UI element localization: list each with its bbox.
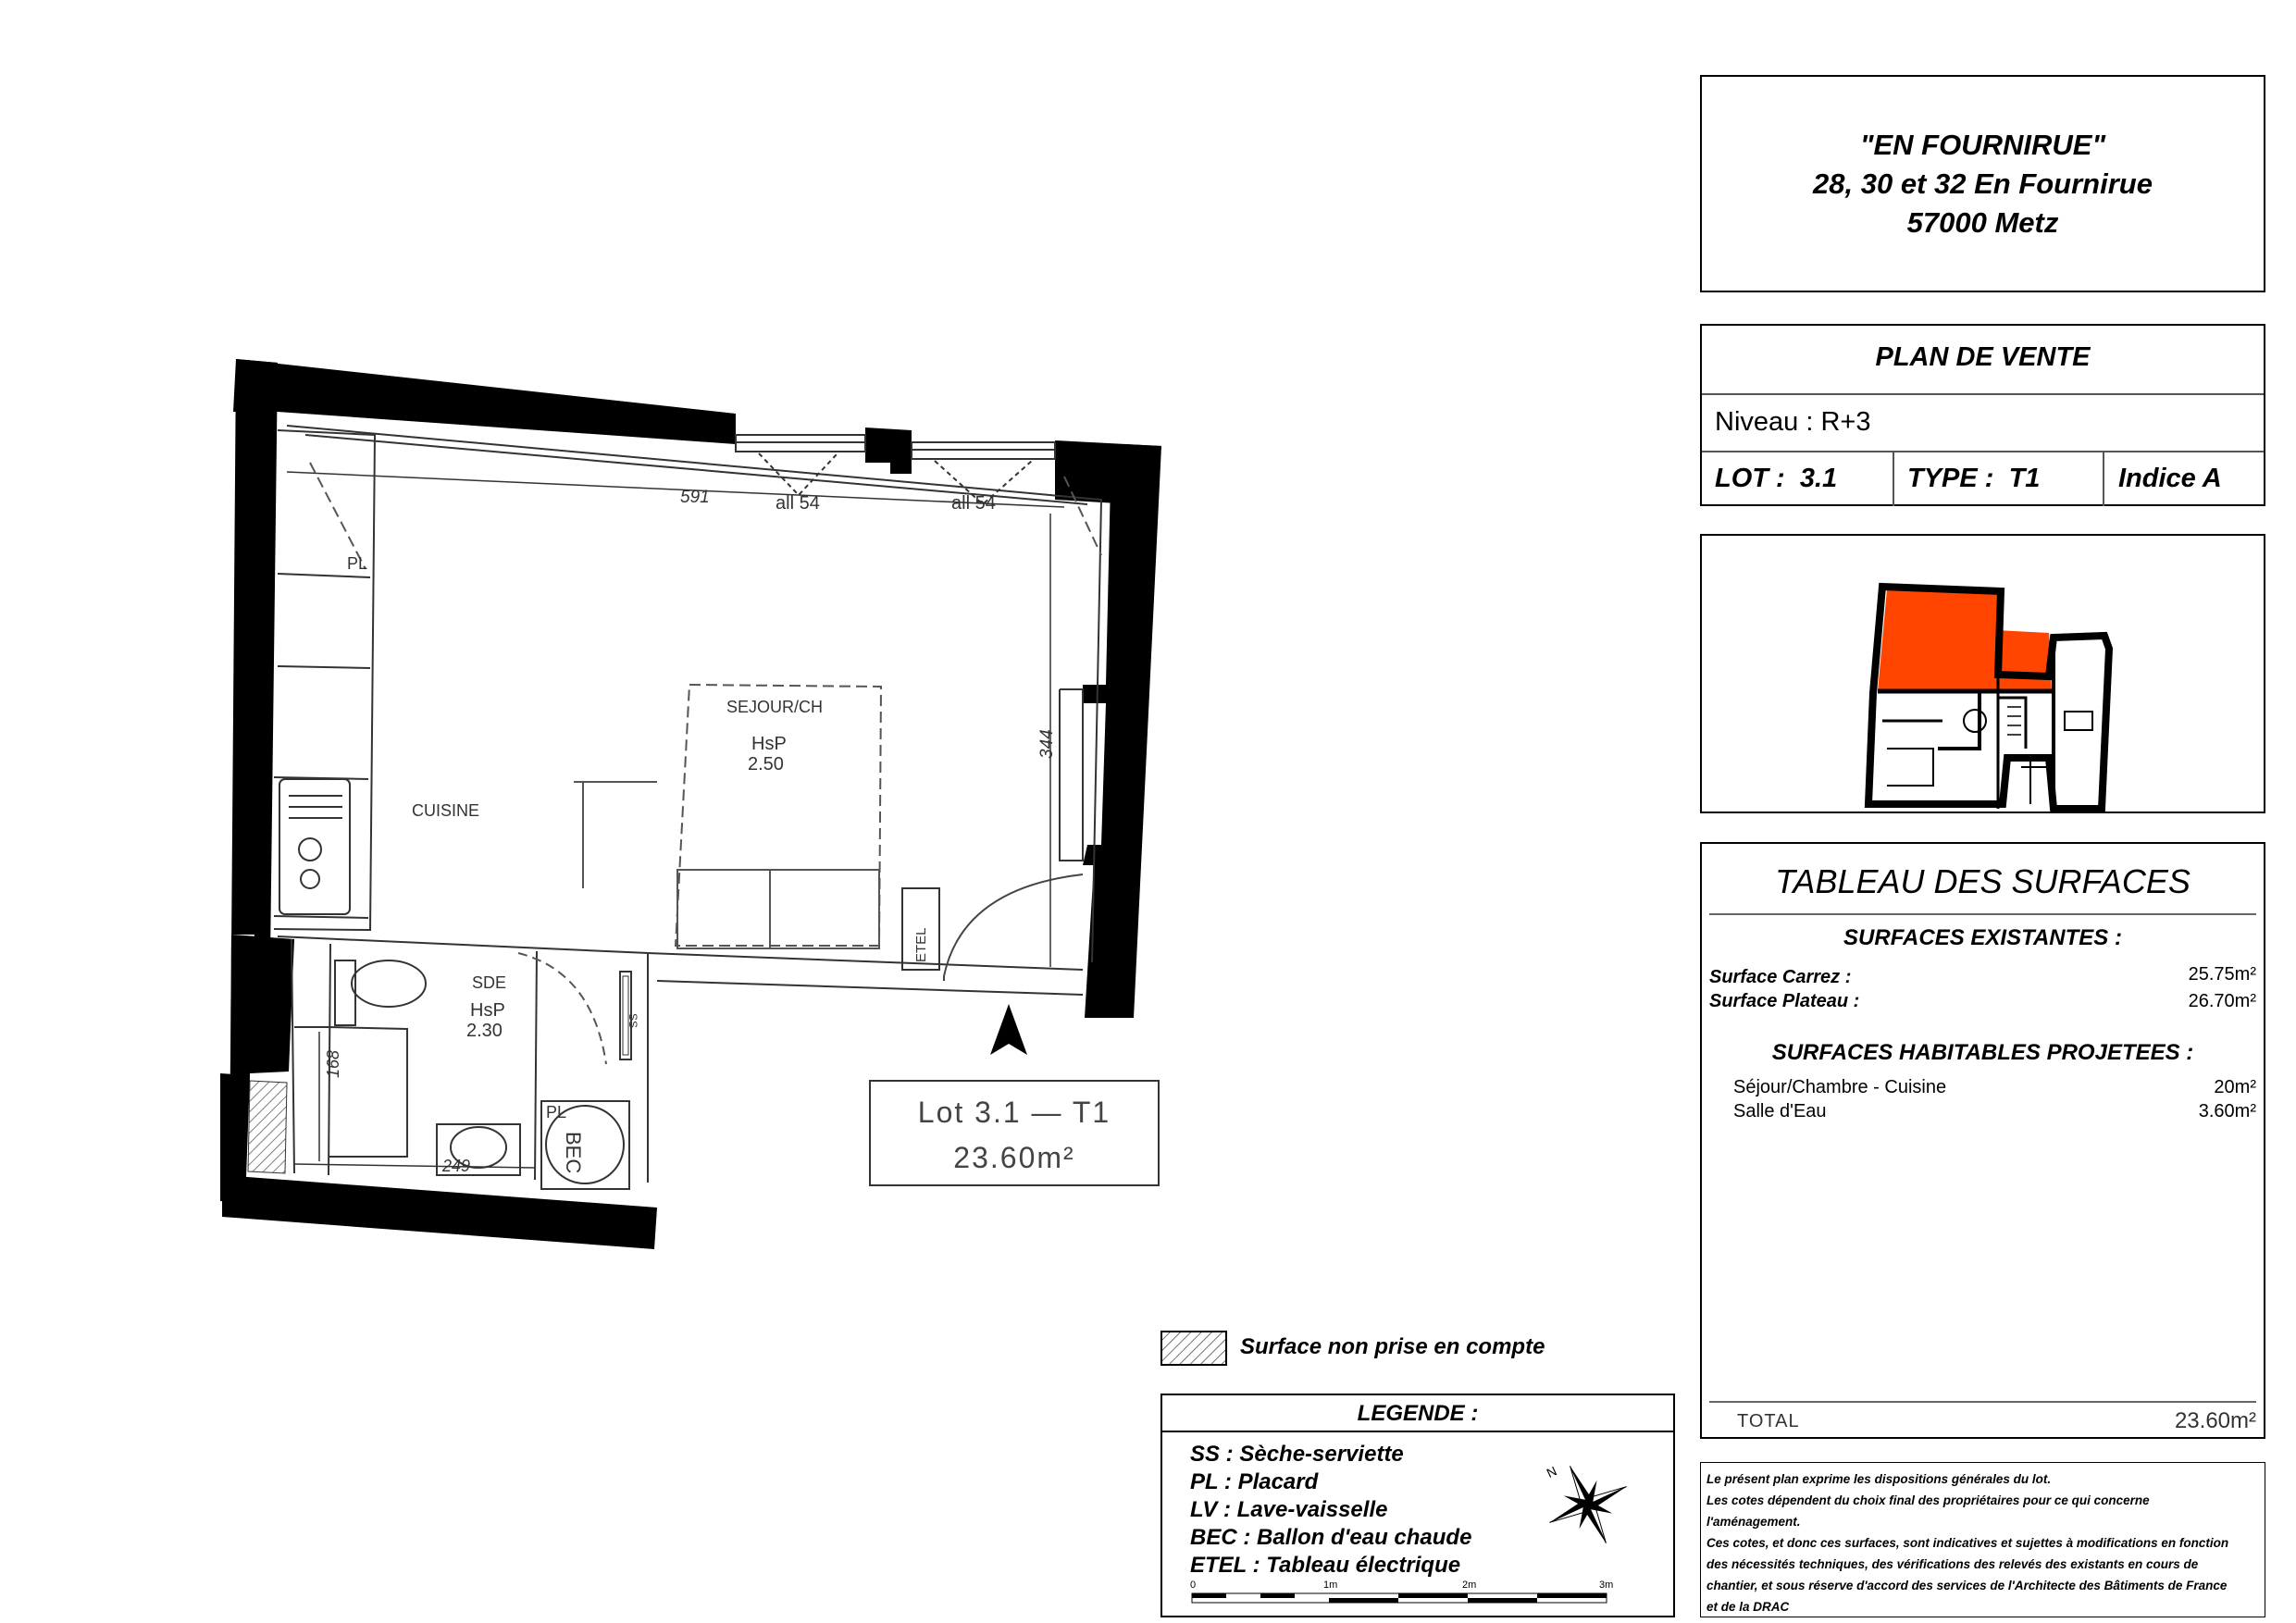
plan-info-box: [1700, 324, 2265, 506]
kitchen-sink: [279, 779, 350, 914]
entrance-door-swing: [944, 874, 1083, 976]
legend-item: LV : Lave-vaisselle: [1190, 1497, 1388, 1522]
sejour-hsp-label: HsP: [751, 734, 787, 754]
interior-lines: [274, 426, 1101, 1183]
ss-label: SS: [627, 1013, 639, 1029]
floor-plan: [0, 0, 1203, 1295]
lot-label-line1: Lot 3.1 — T1: [917, 1096, 1111, 1129]
room-label-sde: SDE: [472, 973, 507, 992]
etel-label: ETEL: [913, 927, 929, 962]
surface-plateau-label: Surface Plateau :: [1709, 991, 1860, 1011]
pl-label-kitchen: PL: [347, 554, 368, 573]
dim-sde-height: 168: [324, 1049, 342, 1078]
scale-bar: [1186, 1577, 1631, 1610]
disclaimer-line: et de la DRAC: [1706, 1600, 1790, 1614]
dim-width-top: 591: [680, 488, 710, 507]
key-plan-box: [1700, 534, 2265, 813]
legend-item: BEC : Ballon d'eau chaude: [1190, 1525, 1472, 1550]
project-name: "EN FOURNIRUE": [1859, 129, 2106, 161]
sejour-hsp-value: 2.50: [748, 754, 784, 774]
room-label-cuisine: CUISINE: [412, 801, 480, 820]
disclaimer-line: Les cotes dépendent du choix final des propriétaires pour ce qui concerne: [1706, 1493, 2150, 1507]
hatch-swatch: [1160, 1331, 1227, 1366]
project-title-box: [1700, 75, 2265, 292]
entrance-arrow-icon: [990, 1004, 1027, 1055]
legend-box: [1160, 1394, 1675, 1617]
disclaimer-line: Le présent plan exprime les dispositions générales du lot.: [1706, 1472, 2052, 1486]
legend-item: PL : Placard: [1190, 1469, 1319, 1494]
project-address: 28, 30 et 32 En Fournirue: [1813, 167, 2153, 200]
disclaimer-line: Ces cotes, et donc ces surfaces, sont indicatives et sujettes à modifications en fonction: [1706, 1536, 2229, 1550]
window-label-2: all 54: [951, 493, 996, 514]
surface-sejour-label: Séjour/Chambre - Cuisine: [1733, 1077, 1947, 1097]
plan-title: PLAN DE VENTE: [1875, 342, 2091, 372]
disclaimer-box: [1700, 1462, 2265, 1617]
sde-hsp-label: HsP: [470, 1000, 505, 1021]
surfaces-total-label: TOTAL: [1737, 1411, 1800, 1431]
surface-sde-value: 3.60m²: [2198, 1101, 2256, 1121]
toilet: [335, 960, 426, 1025]
surfaces-existantes-title: SURFACES EXISTANTES :: [1843, 925, 2122, 950]
surface-sde-label: Salle d'Eau: [1733, 1101, 1827, 1121]
surfaces-total-value: 23.60m²: [2174, 1408, 2256, 1433]
pl-label-sde: PL: [546, 1103, 567, 1121]
sde-hsp-value: 2.30: [466, 1021, 503, 1041]
disclaimer-line: chantier, et sous réserve d'accord des services de l'Architecte des Bâtiments de France: [1706, 1579, 2228, 1592]
compass-rose-icon: [1542, 1456, 1634, 1549]
surfaces-habitables-title: SURFACES HABITABLES PROJETEES :: [1771, 1040, 2194, 1065]
legend-item: ETEL : Tableau électrique: [1190, 1553, 1461, 1578]
surfaces-table: [1700, 842, 2265, 1439]
scale-tick-label: 2m: [1462, 1580, 1477, 1591]
plan-level-row: [1702, 395, 2264, 452]
plan-type: TYPE : T1: [1907, 464, 2041, 493]
scale-tick-label: 3m: [1599, 1580, 1614, 1591]
room-label-sejour: SEJOUR/CH: [726, 698, 824, 716]
bec-label: BEC: [562, 1132, 585, 1174]
sde-door-swing: [518, 953, 606, 1064]
hatch-label: Surface non prise en compte: [1240, 1334, 1545, 1359]
hatched-area: [248, 1081, 287, 1173]
dim-sde-width: 249: [442, 1157, 471, 1175]
project-city: 57000 Metz: [1906, 206, 2059, 239]
bed-outline: [310, 463, 1101, 946]
legend-title: LEGENDE :: [1357, 1401, 1479, 1426]
key-plan-drawing: [1702, 536, 2264, 812]
disclaimer-line: des nécessités techniques, des vérifications des relevés des existants en cours de: [1706, 1557, 2199, 1571]
dim-height-right: 344: [1037, 729, 1057, 759]
window-label-1: all 54: [776, 493, 820, 514]
surface-carrez-value: 25.75m²: [2188, 964, 2256, 985]
compass-north-label: N: [1544, 1463, 1559, 1481]
surfaces-title: TABLEAU DES SURFACES: [1775, 862, 2191, 900]
plan-lot: LOT : 3.1: [1715, 464, 1838, 493]
legend-item: SS : Sèche-serviette: [1190, 1442, 1404, 1467]
plan-indice: Indice A: [2118, 464, 2222, 493]
scale-tick-label: 0: [1190, 1580, 1197, 1591]
scale-tick-label: 1m: [1323, 1580, 1338, 1591]
plan-title-row: [1702, 326, 2264, 395]
lot-label-line2: 23.60m²: [953, 1141, 1075, 1174]
surface-sejour-value: 20m²: [2214, 1077, 2256, 1097]
surface-carrez-label: Surface Carrez :: [1709, 967, 1852, 987]
plan-level: Niveau : R+3: [1715, 407, 1871, 437]
disclaimer-line: l'aménagement.: [1706, 1515, 1801, 1529]
surface-plateau-value: 26.70m²: [2188, 991, 2256, 1011]
plan-lot-row: [1702, 452, 2264, 506]
